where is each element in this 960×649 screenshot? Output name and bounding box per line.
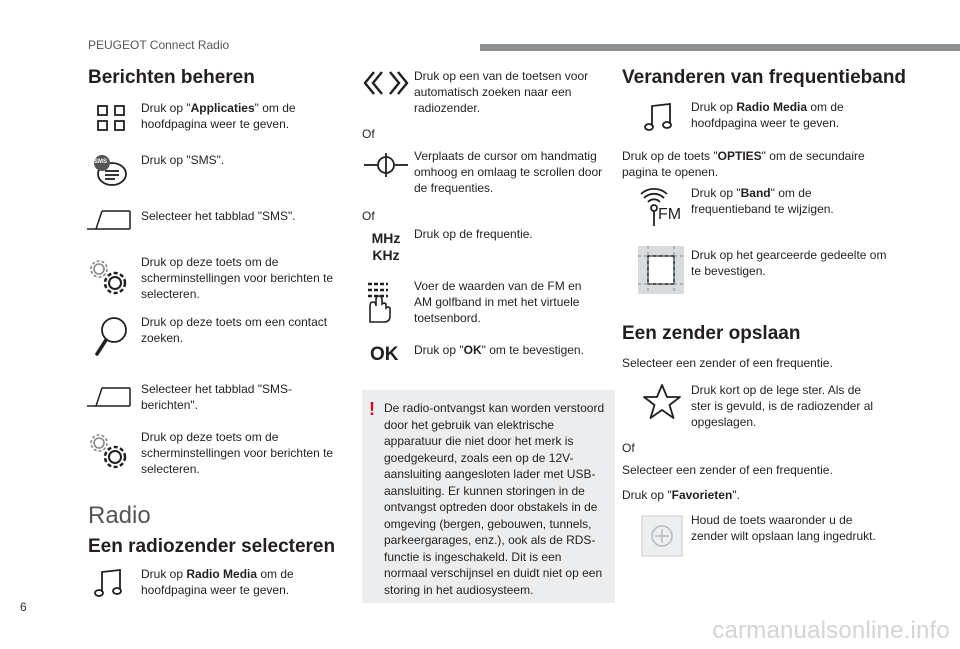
music-note-icon — [92, 566, 140, 606]
page-header-title: PEUGEOT Connect Radio — [88, 38, 230, 52]
gears-icon — [88, 432, 136, 472]
warning-note — [362, 390, 615, 603]
section-title-frequentieband: Veranderen van frequentieband — [622, 67, 907, 88]
or-label-1: Of — [362, 127, 375, 141]
step-auto-search: Druk op een van de toetsen voor automatisch zoeken naar een radiozender. — [414, 69, 589, 115]
step-shaded-confirm: Druk op het gearceerde gedeelte om te bevestigen. — [691, 248, 887, 278]
slider-cursor-icon — [362, 148, 410, 188]
mhz-label: MHz — [371, 230, 401, 246]
add-preset-icon — [640, 514, 688, 554]
keypad-hand-icon — [362, 278, 410, 318]
step-favorieten: Druk op "Favorieten". — [622, 488, 740, 502]
step-virtual-keyboard: Voer de waarden van de FM en AM golfband in met het virtuele toetsenbord. — [414, 279, 582, 325]
warning-mark: ! — [369, 399, 375, 419]
sms-badge-label: SMS — [94, 159, 108, 165]
step-frequency: Druk op de frequentie. — [414, 227, 533, 241]
warning-note-text: De radio-ontvangst kan worden verstoord door het gebruik van elektrische apparatuur die niet door het merk is goedgekeurd, zoals een op de 12V-aansluiting aangesloten lader met USB-aansluiting. Er kunnen storingen in de ontvangst optreden door obstakels in de omgeving (bergen, gebouwen, tunnels, parkeergarages, enz.), ook als de RDS-functie is ingeschakeld. Dit is een normaal verschijnsel en duidt niet op een storing in het audiosysteem. — [384, 401, 605, 597]
ok-icon — [370, 344, 418, 384]
or-label-2: Of — [362, 209, 375, 223]
step-sms: Druk op "SMS". — [141, 153, 225, 167]
step-hold-preset: Houd de toets waaronder u de zender wilt opslaan lang ingedrukt. — [691, 513, 876, 543]
sms-icon — [88, 152, 136, 192]
section-title-radiozender: Een radiozender selecteren — [88, 536, 336, 557]
step-select-station-2: Selecteer een zender of een frequentie. — [622, 463, 833, 477]
fm-band-icon — [640, 186, 688, 226]
step-star: Druk kort op de lege ster. Als de ster is gevuld, is de radiozender al opgeslagen. — [691, 383, 874, 429]
step-tab-sms-berichten: Selecteer het tabblad "SMS-berichten". — [141, 382, 293, 412]
seek-arrows-icon — [362, 68, 410, 108]
tab-icon — [86, 208, 134, 248]
step-manual-scroll: Verplaats de cursor om handmatig omhoog en omlaag te scrollen door de frequenties. — [414, 149, 603, 195]
radio-title: Radio — [88, 502, 151, 529]
step-settings-2: Druk op deze toets om de scherminstellingen voor berichten te selecteren. — [141, 430, 334, 476]
music-note-icon — [642, 100, 690, 140]
step-tab-sms: Selecteer het tabblad "SMS". — [141, 209, 296, 223]
header-bar — [480, 44, 960, 51]
or-label-3: Of — [622, 441, 635, 455]
step-band: Druk op "Band" om de frequentieband te wijzigen. — [691, 186, 834, 216]
ok-icon-label: OK — [370, 344, 399, 365]
tab-icon — [86, 385, 134, 425]
mhz-khz-icon — [362, 230, 410, 270]
search-icon — [92, 314, 140, 354]
step-settings-1: Druk op deze toets om de scherminstellingen voor berichten te selecteren. — [141, 255, 334, 301]
step-ok-confirm: Druk op "OK" om te bevestigen. — [414, 343, 584, 357]
star-icon — [640, 382, 688, 422]
fm-label: FM — [658, 206, 682, 223]
step-search-contact: Druk op deze toets om een contact zoeken. — [141, 315, 328, 345]
step-applicaties: Druk op "Applicaties" om de hoofdpagina weer te geven. — [141, 101, 296, 131]
step-radio-media-left: Druk op Radio Media om de hoofdpagina weer te geven. — [141, 567, 294, 597]
section-title-zender-opslaan: Een zender opslaan — [622, 323, 801, 344]
shaded-area-icon — [638, 246, 684, 294]
section-title-berichten: Berichten beheren — [88, 67, 255, 88]
watermark: carmanualsonline.info — [712, 617, 950, 644]
gears-icon — [88, 258, 136, 298]
step-radio-media-right: Druk op Radio Media om de hoofdpagina weer te geven. — [691, 100, 844, 130]
khz-label: KHz — [372, 247, 400, 263]
step-opties: Druk op de toets "OPTIES" om de secundaire pagina te openen. — [622, 149, 865, 179]
apps-grid-icon — [92, 100, 140, 140]
step-select-station-1: Selecteer een zender of een frequentie. — [622, 356, 833, 370]
page-number: 6 — [20, 600, 27, 614]
